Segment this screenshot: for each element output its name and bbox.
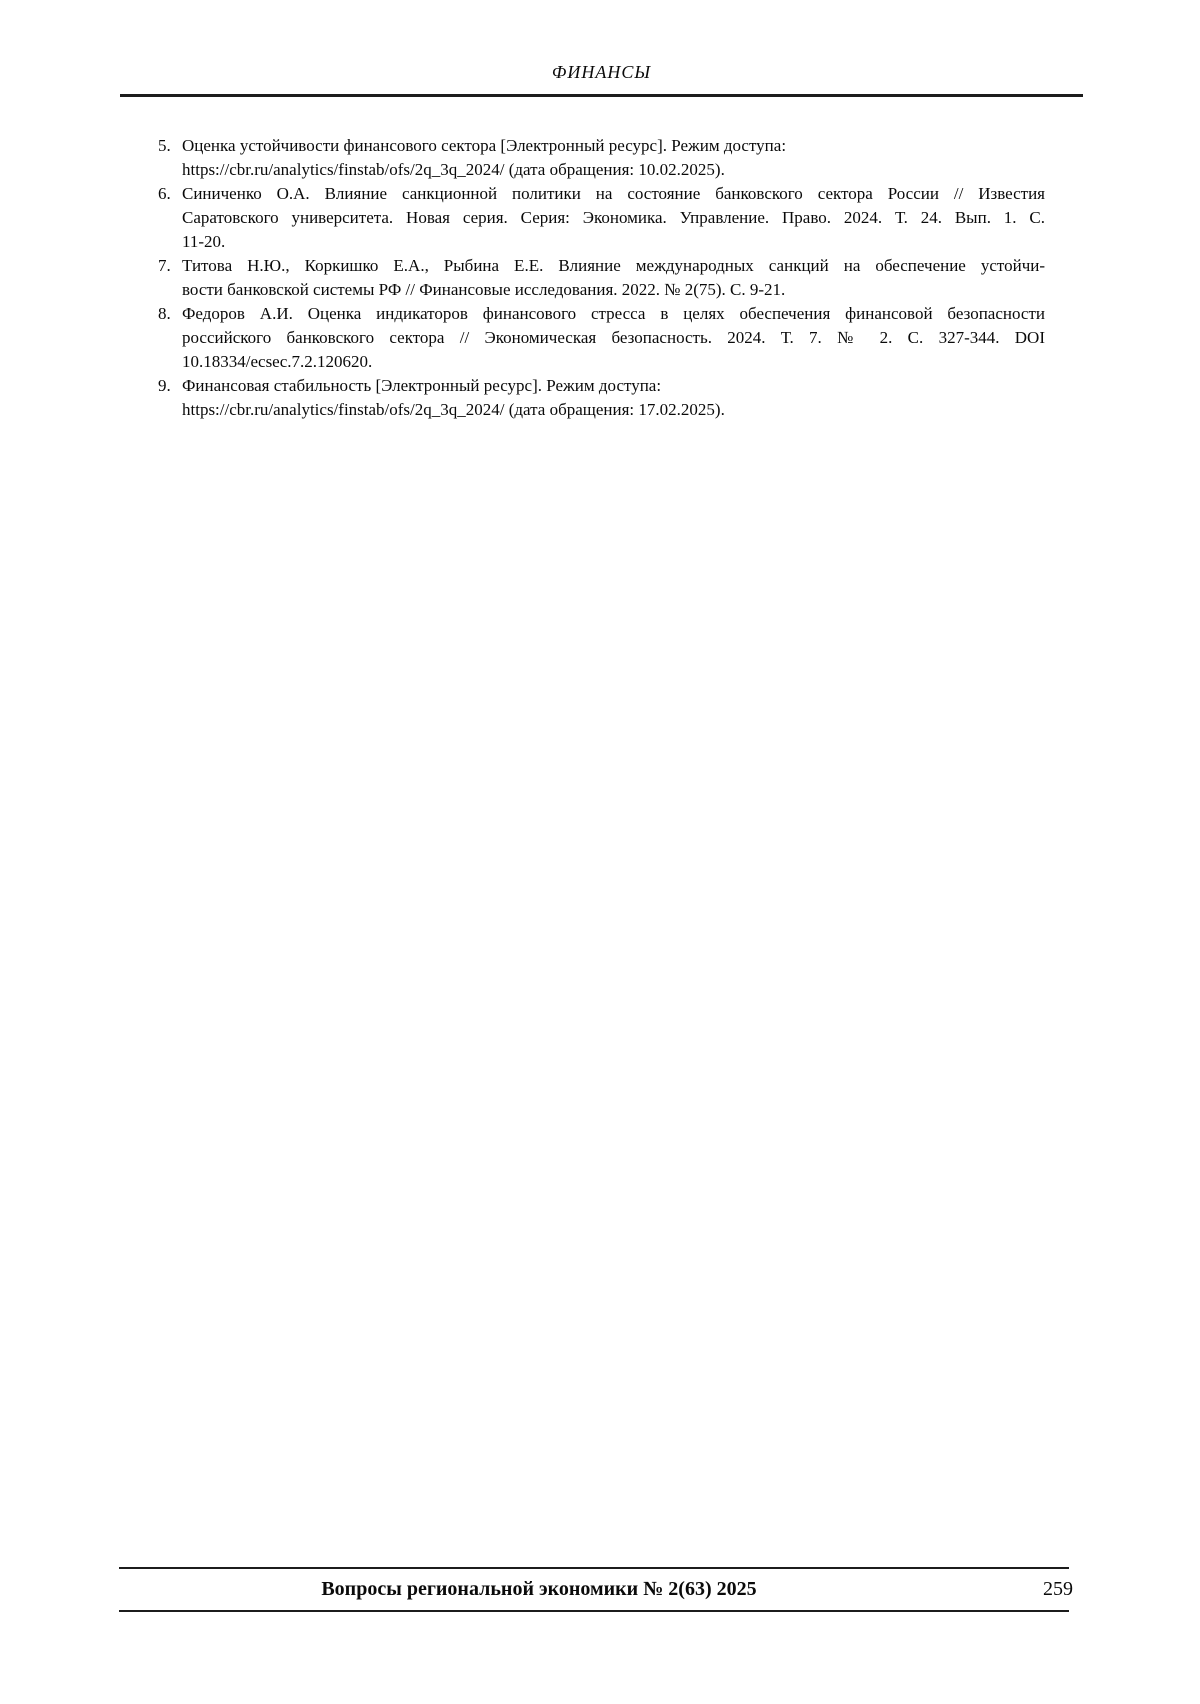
reference-number: 7. xyxy=(158,256,171,275)
section-heading: ФИНАНСЫ xyxy=(551,62,652,82)
reference-list xyxy=(120,134,1045,422)
reference-line: Саратовского университета. Новая серия. Серия: Экономика. Управление. Право. 2024. Т. 24. Вып. 1. С. xyxy=(182,208,1045,227)
header-rule xyxy=(120,94,1083,97)
page-number: 259 xyxy=(1043,1578,1073,1600)
reference-line: https://cbr.ru/analytics/finstab/ofs/2q_3q_2024/ (дата обращения: 17.02.2025). xyxy=(182,400,725,419)
reference-number: 5. xyxy=(158,136,171,155)
reference-number: 9. xyxy=(158,376,171,395)
reference-line: Титова Н.Ю., Коркишко Е.А., Рыбина Е.Е. Влияние международных санкций на обеспечение устойчи- xyxy=(182,256,1045,275)
reference-item xyxy=(120,302,1045,374)
footer-rule-top xyxy=(119,1567,1069,1569)
reference-line: Финансовая стабильность [Электронный ресурс]. Режим доступа: xyxy=(182,376,662,395)
reference-line: вости банковской системы РФ // Финансовые исследования. 2022. № 2(75). С. 9-21. xyxy=(182,280,786,299)
reference-item xyxy=(120,374,1045,422)
reference-number: 8. xyxy=(158,304,171,323)
reference-line: Синиченко О.А. Влияние санкционной политики на состояние банковского сектора России // Известия xyxy=(182,184,1045,203)
reference-line: Оценка устойчивости финансового сектора [Электронный ресурс]. Режим доступа: xyxy=(182,136,787,155)
reference-item xyxy=(120,254,1045,302)
footer-rule-bottom xyxy=(119,1610,1069,1612)
reference-line: https://cbr.ru/analytics/finstab/ofs/2q_3q_2024/ (дата обращения: 10.02.2025). xyxy=(182,160,725,179)
reference-item xyxy=(120,134,1045,182)
reference-line: 10.18334/ecsec.7.2.120620. xyxy=(182,352,373,371)
reference-line: 11-20. xyxy=(182,232,226,251)
reference-item xyxy=(120,182,1045,254)
reference-number: 6. xyxy=(158,184,171,203)
reference-line: российского банковского сектора // Экономическая безопасность. 2024. Т. 7. № 2. С. 327-344. DOI xyxy=(182,328,1045,347)
reference-line: Федоров А.И. Оценка индикаторов финансового стресса в целях обеспечения финансовой безопасности xyxy=(182,304,1045,323)
journal-title: Вопросы региональной экономики № 2(63) 2025 xyxy=(321,1578,757,1600)
